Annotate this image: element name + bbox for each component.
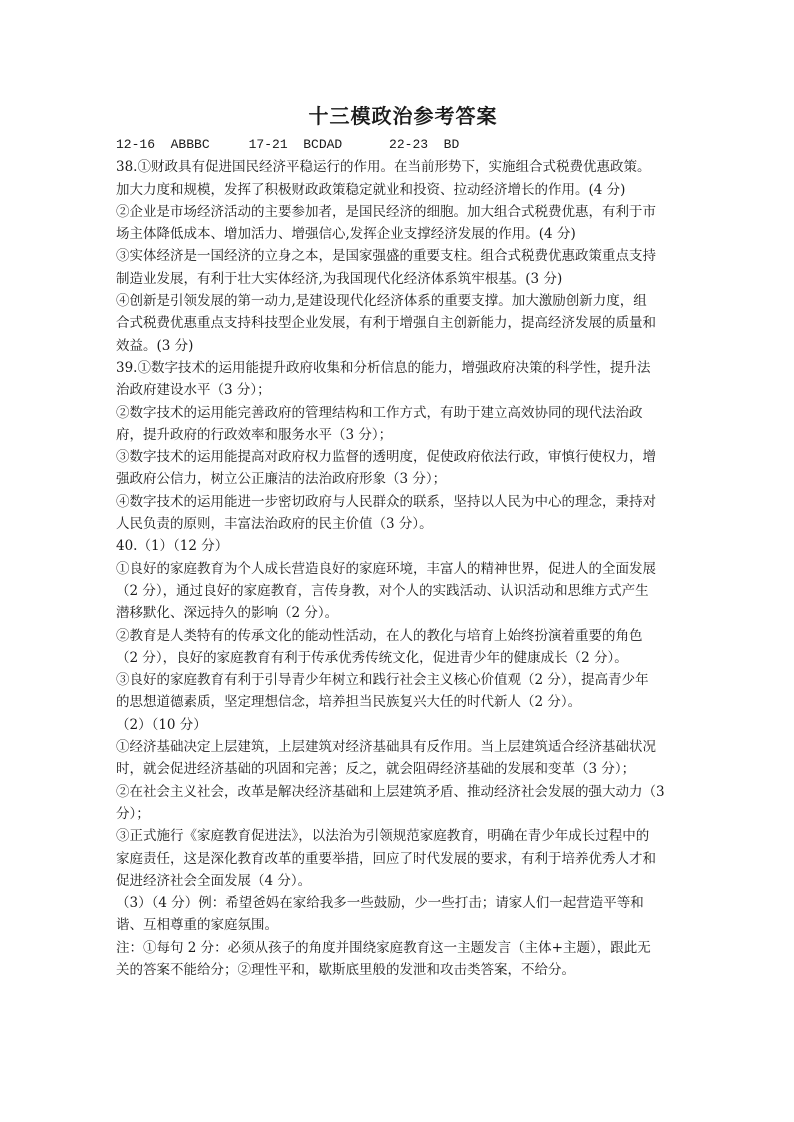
answer-line: 38.①财政具有促进国民经济平稳运行的作用。在当前形势下，实施组合式税费优惠政策。 [116,159,651,176]
answer-line: 时，就会促进经济基础的巩固和完善；反之，就会阻碍经济基础的发展和变革（3 分）； [116,761,636,778]
answer-line: ①经济基础决定上层建筑，上层建筑对经济基础具有反作用。当上层建筑适合经济基础状况 [116,739,656,756]
answer-line: 强政府公信力，树立公正廉洁的法治政府形象（3 分）； [116,471,447,488]
answer-line: 39.①数字技术的运用能提升政府收集和分析信息的能力，增强政府决策的科学性，提升法 [116,359,651,376]
answer-line: 加大力度和规模，发挥了积极财政政策稳定就业和投资、拉动经济增长的作用。(4 分) [116,181,626,198]
answer-line: ③良好的家庭教育有利于引导青少年树立和践行社会主义核心价值观（2 分），提高青少年 [116,672,649,689]
answer-line: ①良好的家庭教育为个人成长营造良好的家庭环境，丰富人的精神世界，促进人的全面发展 [116,560,656,577]
answer-line: ②企业是市场经济活动的主要参加者，是国民经济的细胞。加大组合式税费优惠，有利于市 [116,203,656,220]
answer-line: 府，提升政府的行政效率和服务水平（3 分）； [116,426,393,443]
answer-line: 人民负责的原则，丰富法治政府的民主价值（3 分）。 [116,516,433,533]
answer-line: ④数字技术的运用能进一步密切政府与人民群众的联系，坚持以人民为中心的理念，秉持对 [116,493,656,510]
answer-line: 制造业发展，有利于壮大实体经济,为我国现代化经济体系筑牢根基。(3 分) [116,270,563,287]
answer-line: ③正式施行《家庭教育促进法》，以法治为引领规范家庭教育，明确在青少年成长过程中的 [116,828,650,845]
answer-line: ②在社会主义社会，改革是解决经济基础和上层建筑矛盾、推动经济社会发展的强大动力（3 [116,783,665,800]
answer-line: ③数字技术的运用能提高对政府权力监督的透明度，促使政府依法行政，审慎行使权力，增 [116,449,656,466]
answer-line: （2）（10 分） [116,716,207,733]
answer-line: 注：①每句 2 分：必须从孩子的角度并围绕家庭教育这一主题发言（主体+主题），跟此无 [116,939,651,956]
answer-line: 的思想道德素质，坚定理想信念，培养担当民族复兴大任的时代新人（2 分）。 [116,694,582,711]
answer-body [116,134,690,981]
answer-line: ④创新是引领发展的第一动力,是建设现代化经济体系的重要支撑。加大激励创新力度，组 [116,293,647,310]
mc-answer-key: 12-16 ABBBC 17-21 BCDAD 22-23 BD [116,137,460,152]
answer-line: 谐、互相尊重的家庭氛围。 [116,917,278,934]
answer-line: 合式税费优惠重点支持科技型企业发展，有利于增强自主创新能力，提高经济发展的质量和 [116,315,656,332]
answer-line: 促进经济社会全面发展（4 分）。 [116,872,312,889]
answer-line: 潜移默化、深远持久的影响（2 分）。 [116,605,339,622]
answer-line: 分）； [116,805,150,822]
answer-line: （2 分），通过良好的家庭教育，言传身教，对个人的实践活动、认识活动和思维方式产生 [116,582,649,599]
answer-line: ②教育是人类特有的传承文化的能动性活动，在人的教化与培育上始终扮演着重要的角色 [116,627,643,644]
answer-line: （2 分），良好的家庭教育有利于传承优秀传统文化，促进青少年的健康成长（2 分）。 [116,649,628,666]
answer-line: 治政府建设水平（3 分）； [116,382,271,399]
document-title: 十三模政治参考答案 [308,104,498,128]
answer-line: 效益。(3 分) [116,337,194,354]
answer-line: ②数字技术的运用能完善政府的管理结构和工作方式，有助于建立高效协同的现代法治政 [116,404,643,421]
answer-document [116,102,690,981]
answer-line: 关的答案不能给分；②理性平和，歇斯底里般的发泄和攻击类答案，不给分。 [116,961,575,978]
answer-line: （3）（4 分）例：希望爸妈在家给我多一些鼓励，少一些打击；请家人们一起营造平等和 [116,895,644,912]
answer-line: 场主体降低成本、增加活力、增强信心,发挥企业支撑经济发展的作用。(4 分) [116,226,576,243]
answer-line: 40.（1）（12 分） [116,538,229,555]
answer-line: 家庭责任，这是深化教育改革的重要举措，回应了时代发展的要求，有利于培养优秀人才和 [116,850,656,867]
answer-line: ③实体经济是一国经济的立身之本，是国家强盛的重要支柱。组合式税费优惠政策重点支持 [116,248,656,265]
